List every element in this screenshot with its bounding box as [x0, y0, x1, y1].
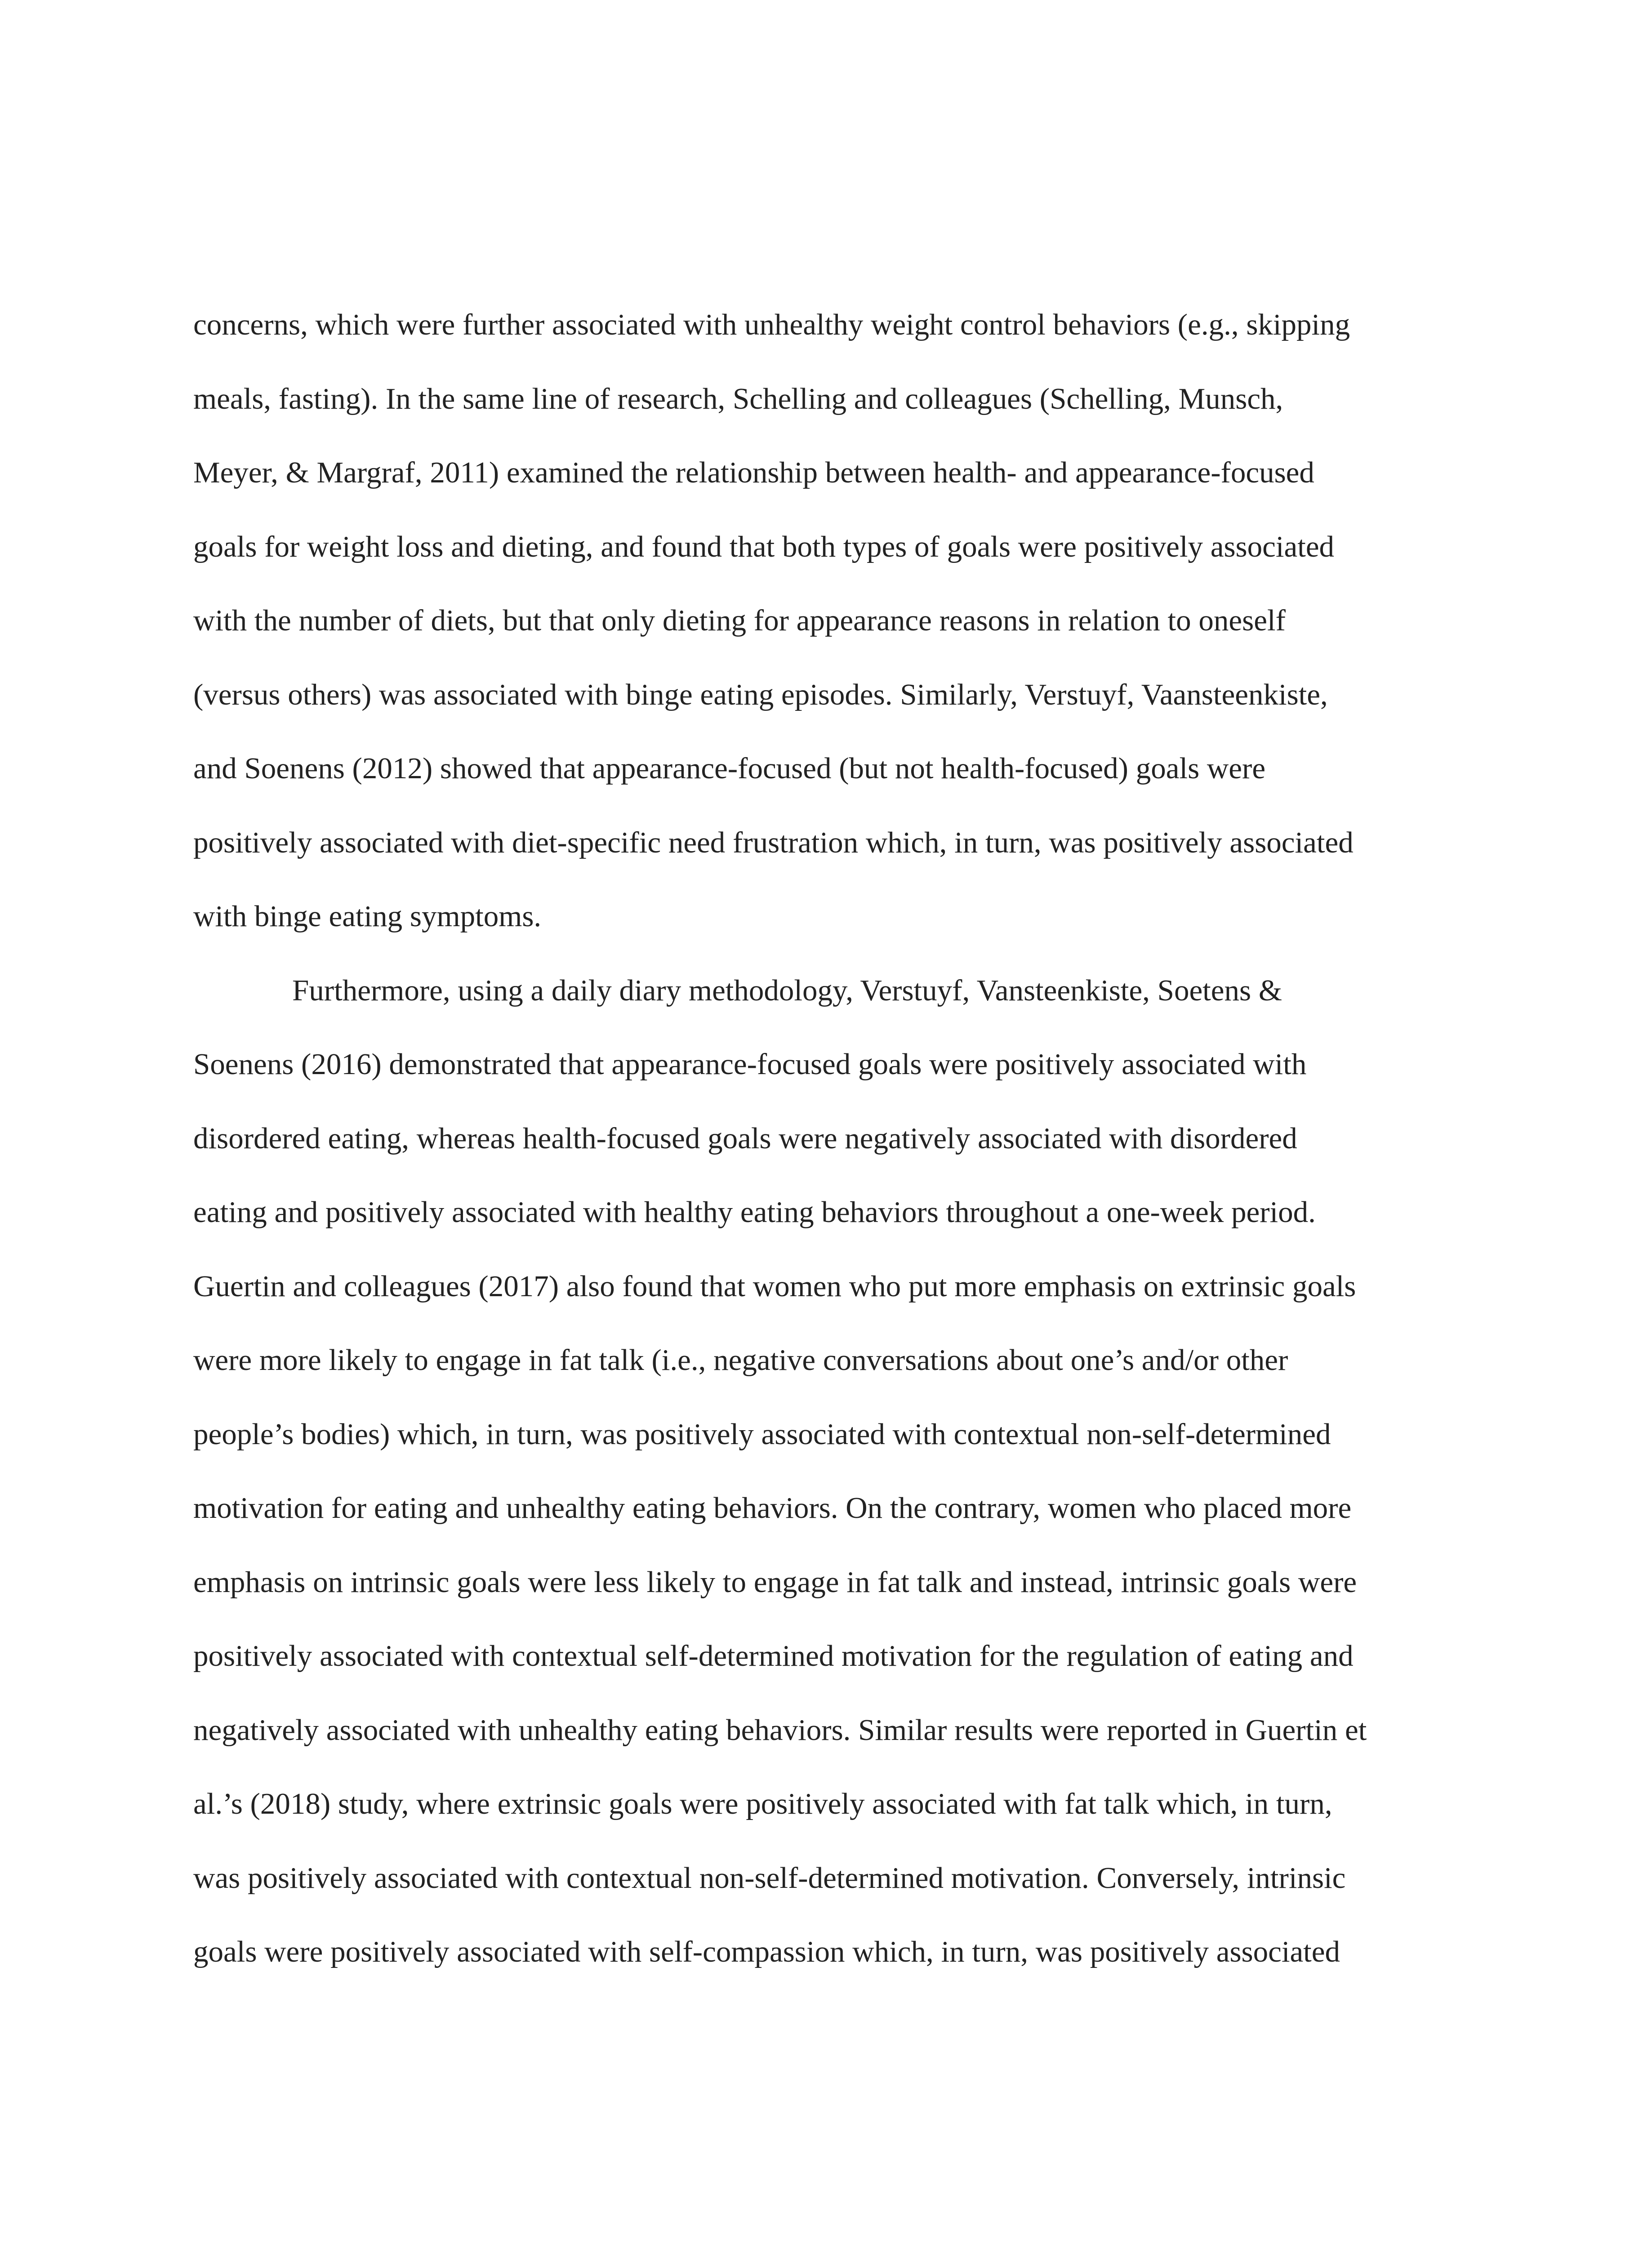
text-line: (versus others) was associated with binge eating episodes. Similarly, Verstuyf, Vaansteenkiste, — [193, 678, 1328, 711]
text-line: goals for weight loss and dieting, and found that both types of goals were positively associated — [193, 530, 1335, 563]
text-line: with the number of diets, but that only dieting for appearance reasons in relation to oneself — [193, 604, 1286, 637]
text-line: emphasis on intrinsic goals were less likely to engage in fat talk and instead, intrinsic goals were — [193, 1565, 1357, 1599]
text-line: motivation for eating and unhealthy eating behaviors. On the contrary, women who placed more — [193, 1491, 1352, 1525]
text-line: positively associated with diet-specific need frustration which, in turn, was positively associated — [193, 825, 1354, 859]
text-line: and Soenens (2012) showed that appearance-focused (but not health-focused) goals were — [193, 752, 1266, 785]
text-line: eating and positively associated with healthy eating behaviors throughout a one-week period. — [193, 1195, 1316, 1229]
text-line: Furthermore, using a daily diary methodology, Verstuyf, Vansteenkiste, Soetens & — [292, 973, 1282, 1007]
text-line: with binge eating symptoms. — [193, 900, 542, 933]
text-line: people’s bodies) which, in turn, was positively associated with contextual non-self-determined — [193, 1417, 1331, 1451]
text-line: disordered eating, whereas health-focused goals were negatively associated with disordered — [193, 1121, 1297, 1155]
text-line: meals, fasting). In the same line of research, Schelling and colleagues (Schelling, Munsch, — [193, 382, 1283, 415]
text-line: Guertin and colleagues (2017) also found that women who put more emphasis on extrinsic goals — [193, 1269, 1356, 1303]
text-line: goals were positively associated with self-compassion which, in turn, was positively associated — [193, 1935, 1340, 1968]
text-line: Meyer, & Margraf, 2011) examined the relationship between health- and appearance-focused — [193, 456, 1314, 489]
text-line: concerns, which were further associated with unhealthy weight control behaviors (e.g., skipping — [193, 308, 1350, 341]
body-text — [193, 288, 1452, 1989]
text-line: al.’s (2018) study, where extrinsic goals were positively associated with fat talk which, in turn, — [193, 1787, 1332, 1820]
text-line: Soenens (2016) demonstrated that appearance-focused goals were positively associated with — [193, 1048, 1307, 1081]
paragraph — [193, 288, 1452, 954]
text-line: positively associated with contextual self-determined motivation for the regulation of eating and — [193, 1639, 1354, 1673]
text-line: negatively associated with unhealthy eating behaviors. Similar results were reported in Guertin et — [193, 1713, 1367, 1747]
text-line: was positively associated with contextual non-self-determined motivation. Conversely, intrinsic — [193, 1861, 1346, 1895]
text-line: were more likely to engage in fat talk (i.e., negative conversations about one’s and/or other — [193, 1343, 1288, 1377]
paragraph — [193, 954, 1452, 1989]
